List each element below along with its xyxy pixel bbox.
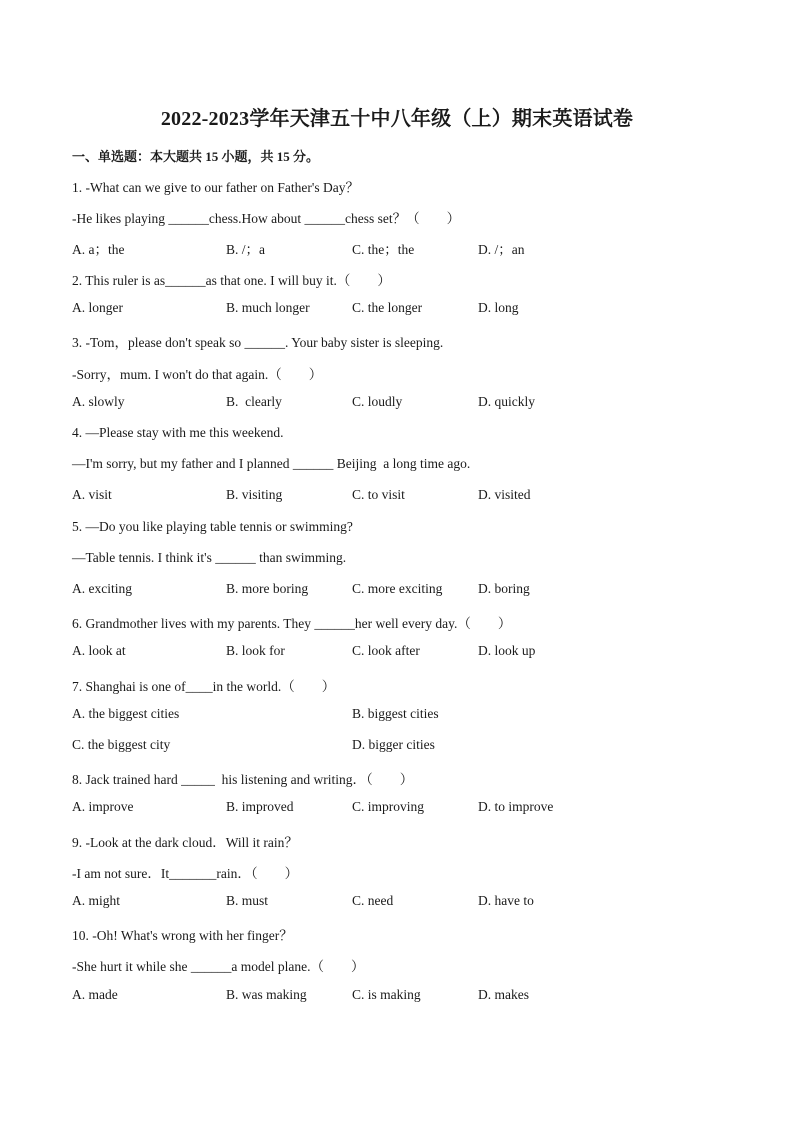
option-a: A. a；the [72,242,125,257]
option-b: B. clearly [226,394,282,409]
option-c: C. the longer [352,300,423,315]
option-b: B. biggest cities [352,706,439,721]
option-d: D. look up [478,643,536,658]
option-d: D. to improve [478,799,554,814]
option-a: A. improve [72,799,134,814]
option-d: D. boring [478,581,530,596]
option-c: C. more exciting [352,581,443,596]
option-c: C. loudly [352,394,403,409]
option-c: C. look after [352,643,420,658]
option-c: C. the biggest city [72,737,171,752]
page-title: 2022-2023学年天津五十中八年级（上）期末英语试卷 [160,108,634,130]
question-5-line-2: —Table tennis. I think it's ______ than swimming. [72,550,347,565]
option-d: D. visited [478,487,531,502]
option-c: C. is making [352,987,421,1002]
option-d: D. /；an [478,242,525,257]
option-c: C. to visit [352,487,405,502]
question-3-line-1: 3. -Tom，please don't speak so ______. Your baby sister is sleeping. [72,335,444,350]
question-3-line-2: -Sorry，mum. I won't do that again.（ ） [72,367,323,382]
option-a: A. slowly [72,394,125,409]
option-a: A. longer [72,300,123,315]
question-8-line-1: 8. Jack trained hard _____ his listening and writing．（ ） [72,772,414,787]
question-9-line-1: 9. -Look at the dark cloud．Will it rain？ [72,835,298,850]
question-10-line-1: 10. -Oh! What's wrong with her finger？ [72,928,293,943]
option-a: A. visit [72,487,112,502]
option-b: B. improved [226,799,294,814]
question-10-line-2: -She hurt it while she ______a model plane.（ ） [72,959,365,974]
option-a: A. look at [72,643,126,658]
option-b: B. more boring [226,581,309,596]
option-c: C. the；the [352,242,415,257]
question-4-line-1: 4. —Please stay with me this weekend. [72,425,284,440]
option-d: D. makes [478,987,529,1002]
option-b: B. was making [226,987,307,1002]
question-1-line-1: 1. -What can we give to our father on Father's Day？ [72,180,359,195]
option-a: A. exciting [72,581,132,596]
section-heading: 一、单选题：本大题共 15 小题，共 15 分。 [72,149,320,164]
question-5-line-1: 5. —Do you like playing table tennis or swimming? [72,519,353,534]
question-7-line-1: 7. Shanghai is one of____in the world.（ ） [72,679,336,694]
question-4-line-2: —I'm sorry, but my father and I planned ______ Beijing a long time ago. [72,456,471,471]
option-c: C. need [352,893,394,908]
option-b: B. look for [226,643,285,658]
option-b: B. much longer [226,300,310,315]
option-a: A. might [72,893,121,908]
question-9-line-2: -I am not sure．It_______rain．（ ） [72,866,299,881]
option-a: A. made [72,987,118,1002]
option-d: D. quickly [478,394,535,409]
option-b: B. /；a [226,242,265,257]
question-1-line-2: -He likes playing ______chess.How about ______chess set？（ ） [72,211,461,226]
question-2-line-1: 2. This ruler is as______as that one. I will buy it.（ ） [72,273,391,288]
option-d: D. bigger cities [352,737,435,752]
option-a: A. the biggest cities [72,706,180,721]
option-c: C. improving [352,799,425,814]
option-b: B. visiting [226,487,283,502]
option-d: D. have to [478,893,534,908]
question-6-line-1: 6. Grandmother lives with my parents. They ______her well every day.（ ） [72,616,512,631]
option-d: D. long [478,300,519,315]
option-b: B. must [226,893,269,908]
